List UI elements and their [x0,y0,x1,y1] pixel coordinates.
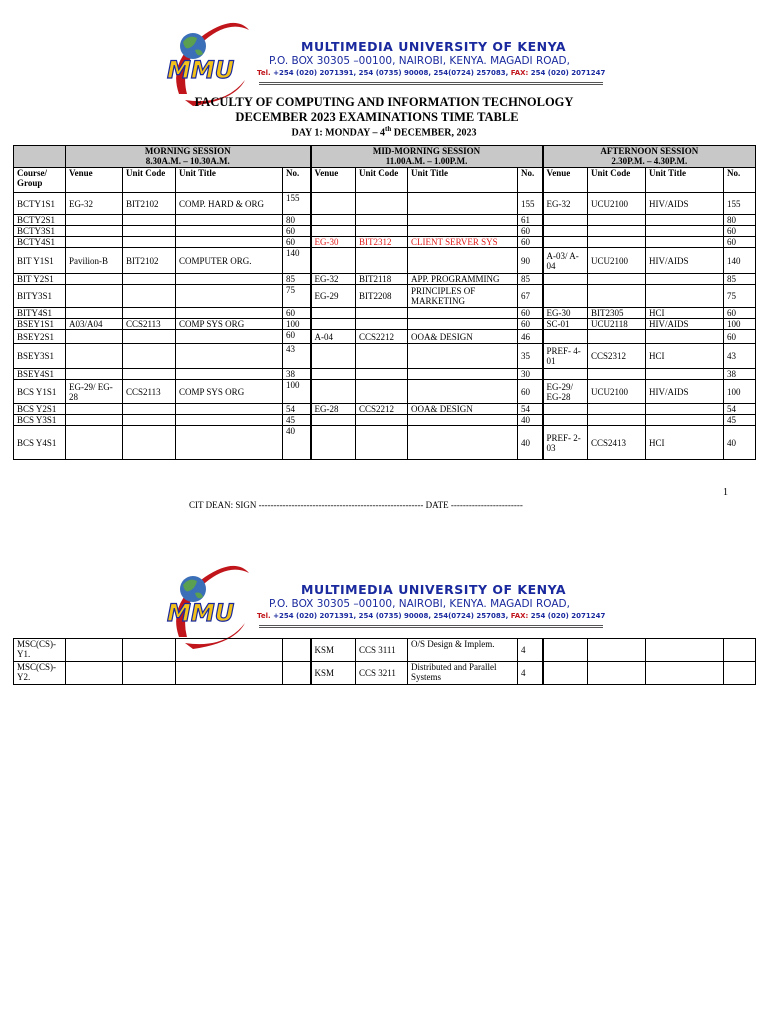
afternoon-count: 43 [724,344,756,369]
column-header-row [14,168,756,193]
mid-count: 30 [518,369,543,380]
morning-count: 60 [283,308,311,319]
afternoon-venue [543,369,588,380]
afternoon-venue: EG-29/ EG-28 [543,380,588,404]
fax-label: FAX: [510,69,531,77]
pg-d-no: 4 [518,639,543,662]
afternoon-unit-title: HIV/AIDS [646,380,724,404]
mid-venue: EG-30 [311,237,356,248]
course-cell: BSEY3S1 [14,344,66,369]
mid-unit-code [356,319,408,330]
col-m-no: No. [283,168,311,193]
mid-unit-title: PRINCIPLES OF MARKETING [408,285,518,308]
table-row [14,404,756,415]
morning-venue [66,369,123,380]
afternoon-unit-code [588,215,646,226]
col-d-no: No. [518,168,543,193]
mid-count: 85 [518,274,543,285]
morning-unit-title [176,274,283,285]
mid-unit-code [356,308,408,319]
morning-unit-title [176,426,283,460]
col-d-title: Unit Title [408,168,518,193]
table-row [14,662,756,685]
afternoon-venue: EG-32 [543,193,588,215]
mid-unit-title [408,215,518,226]
table-row [14,226,756,237]
mid-venue: EG-29 [311,285,356,308]
mid-count: 60 [518,308,543,319]
empty-cell [283,662,311,685]
morning-count: 80 [283,215,311,226]
morning-unit-code [123,369,176,380]
morning-unit-title [176,215,283,226]
col-a-no: No. [724,168,756,193]
morning-unit-code [123,226,176,237]
table-row [14,415,756,426]
morning-count: 75 [283,285,311,308]
mid-count: 60 [518,226,543,237]
postgrad-body [14,639,756,685]
course-cell: BIT Y1S1 [14,248,66,274]
table-row [14,215,756,226]
afternoon-unit-title [646,215,724,226]
morning-unit-title: COMP SYS ORG [176,380,283,404]
mid-unit-title [408,193,518,215]
mid-venue: EG-28 [311,404,356,415]
afternoon-unit-code: UCU2100 [588,380,646,404]
afternoon-unit-code [588,404,646,415]
exam-timetable [13,145,756,460]
afternoon-count: 75 [724,285,756,308]
afternoon-count: 155 [724,193,756,215]
morning-unit-code [123,308,176,319]
afternoon-unit-code [588,274,646,285]
university-contacts [257,69,605,77]
pg-d-no: 4 [518,662,543,685]
afternoon-unit-title [646,404,724,415]
morning-unit-title: COMP SYS ORG [176,319,283,330]
mid-morning-session-header: MID-MORNING SESSION 11.00A.M. – 1.00P.M. [311,146,543,168]
morning-unit-code: CCS2113 [123,380,176,404]
course-cell: BSEY2S1 [14,330,66,344]
afternoon-unit-code: CCS2312 [588,344,646,369]
course-cell: BIT Y2S1 [14,274,66,285]
university-name: MULTIMEDIA UNIVERSITY OF KENYA [301,39,567,54]
table-row [14,426,756,460]
mid-venue [311,319,356,330]
afternoon-unit-title [646,285,724,308]
morning-count: 140 [283,248,311,274]
afternoon-unit-code [588,226,646,237]
afternoon-session-header: AFTERNOON SESSION 2.30P.M. – 4.30P.M. [543,146,756,168]
faculty-title: FACULTY OF COMPUTING AND INFORMATION TECHNOLOGY [194,95,574,109]
university-address: P.O. BOX 30305 –00100, NAIROBI, KENYA. MAGADI ROAD, [269,55,570,67]
postgrad-timetable [13,638,756,685]
pg-course: MSC(CS)- Y2. [14,662,66,685]
course-cell: BCTY3S1 [14,226,66,237]
course-cell: BSEY4S1 [14,369,66,380]
mid-venue [311,380,356,404]
morning-unit-code [123,344,176,369]
morning-venue [66,285,123,308]
morning-unit-title [176,237,283,248]
mid-unit-code [356,344,408,369]
mid-venue [311,426,356,460]
afternoon-unit-title: HIV/AIDS [646,248,724,274]
letterhead-rule [259,82,603,85]
logo-text: MMU [167,56,235,84]
mid-unit-title [408,248,518,274]
mid-venue [311,248,356,274]
afternoon-venue: SC-01 [543,319,588,330]
morning-unit-code [123,215,176,226]
morning-venue: EG-29/ EG-28 [66,380,123,404]
mid-unit-code [356,369,408,380]
morning-count: 85 [283,274,311,285]
afternoon-count: 140 [724,248,756,274]
course-cell: BCS Y4S1 [14,426,66,460]
empty-cell [724,662,756,685]
table-row [14,639,756,662]
mid-unit-title [408,319,518,330]
afternoon-venue [543,404,588,415]
letterhead-rule [259,625,603,628]
morning-count: 60 [283,226,311,237]
mid-unit-title [408,426,518,460]
mid-unit-title: CLIENT SERVER SYS [408,237,518,248]
mid-unit-title: OOA& DESIGN [408,404,518,415]
afternoon-unit-code [588,415,646,426]
table-row [14,248,756,274]
afternoon-count: 38 [724,369,756,380]
morning-venue [66,215,123,226]
mid-venue [311,215,356,226]
mid-venue [311,193,356,215]
afternoon-count: 100 [724,380,756,404]
pg-d-code: CCS 3111 [356,639,408,662]
empty-cell [646,662,724,685]
afternoon-venue [543,215,588,226]
pg-d-title: O/S Design & Implem. [408,639,518,662]
empty-cell [176,639,283,662]
empty-cell [123,639,176,662]
col-d-venue: Venue [311,168,356,193]
fax-number: 254 (020) 2071247 [530,69,606,77]
empty-cell [588,639,646,662]
course-cell: BCTY4S1 [14,237,66,248]
mid-count: 40 [518,415,543,426]
morning-venue [66,344,123,369]
afternoon-count: 60 [724,226,756,237]
afternoon-venue [543,415,588,426]
mid-count: 90 [518,248,543,274]
afternoon-unit-code [588,237,646,248]
university-address: P.O. BOX 30305 –00100, NAIROBI, KENYA. MAGADI ROAD, [269,598,570,610]
table-row [14,274,756,285]
mid-unit-code: CCS2212 [356,330,408,344]
mid-unit-code [356,226,408,237]
table-row [14,308,756,319]
timetable-body [14,193,756,460]
afternoon-unit-title: HCI [646,426,724,460]
morning-unit-title [176,285,283,308]
col-m-venue: Venue [66,168,123,193]
morning-unit-title [176,369,283,380]
morning-unit-title [176,308,283,319]
mid-count: 40 [518,426,543,460]
table-row [14,193,756,215]
morning-count: 100 [283,319,311,330]
afternoon-unit-title [646,330,724,344]
mid-unit-title [408,226,518,237]
mid-unit-title: OOA& DESIGN [408,330,518,344]
mid-count: 60 [518,380,543,404]
morning-unit-title [176,226,283,237]
morning-venue [66,415,123,426]
mid-count: 46 [518,330,543,344]
mid-unit-code: BIT2118 [356,274,408,285]
afternoon-unit-title [646,237,724,248]
morning-unit-code [123,330,176,344]
afternoon-venue [543,226,588,237]
col-course: Course/ Group [14,168,66,193]
morning-unit-title: COMPUTER ORG. [176,248,283,274]
logo-text: MMU [167,599,235,627]
afternoon-unit-code: UCU2118 [588,319,646,330]
morning-venue [66,330,123,344]
morning-unit-code: BIT2102 [123,248,176,274]
morning-unit-code [123,415,176,426]
morning-venue [66,226,123,237]
mid-venue [311,344,356,369]
pg-d-venue: KSM [311,639,356,662]
mid-unit-title [408,308,518,319]
exam-day: DAY 1: MONDAY – 4th DECEMBER, 2023 [291,125,477,139]
morning-unit-title [176,404,283,415]
morning-unit-code [123,274,176,285]
empty-cell [543,639,588,662]
morning-count: 45 [283,415,311,426]
course-cell: BCTY1S1 [14,193,66,215]
session-header-row [14,146,756,168]
tel-label: Tel. [257,69,274,77]
morning-unit-code [123,285,176,308]
mid-unit-title [408,369,518,380]
mid-unit-title [408,344,518,369]
afternoon-count: 85 [724,274,756,285]
afternoon-venue [543,237,588,248]
university-name: MULTIMEDIA UNIVERSITY OF KENYA [301,582,567,597]
afternoon-unit-title [646,415,724,426]
mid-unit-title [408,380,518,404]
morning-unit-title: COMP. HARD & ORG [176,193,283,215]
mid-count: 54 [518,404,543,415]
pg-d-venue: KSM [311,662,356,685]
course-cell: BCS Y3S1 [14,415,66,426]
mid-unit-code: BIT2208 [356,285,408,308]
mid-venue [311,308,356,319]
morning-unit-code: CCS2113 [123,319,176,330]
afternoon-count: 80 [724,215,756,226]
mid-unit-title [408,415,518,426]
course-cell: BCS Y2S1 [14,404,66,415]
mid-count: 35 [518,344,543,369]
mid-venue: EG-32 [311,274,356,285]
table-row [14,344,756,369]
empty-cell [724,639,756,662]
empty-cell [543,662,588,685]
afternoon-venue: PREF- 2-03 [543,426,588,460]
afternoon-venue [543,285,588,308]
afternoon-count: 54 [724,404,756,415]
tel-numbers: +254 (020) 2071391, 254 (0735) 90008, 254(0724) 257083, [273,69,511,77]
afternoon-unit-code: BIT2305 [588,308,646,319]
mid-unit-code [356,215,408,226]
morning-unit-code [123,237,176,248]
afternoon-venue: EG-30 [543,308,588,319]
mid-count: 60 [518,237,543,248]
empty-cell [283,639,311,662]
morning-count: 38 [283,369,311,380]
university-contacts: Tel. +254 (020) 2071391, 254 (0735) 90008, 254(0724) 257083, FAX: 254 (020) 2071247 [257,612,606,620]
empty-cell [588,662,646,685]
mid-unit-code [356,415,408,426]
table-row [14,369,756,380]
afternoon-count: 40 [724,426,756,460]
afternoon-count: 60 [724,237,756,248]
mid-unit-code [356,193,408,215]
mid-count: 67 [518,285,543,308]
afternoon-unit-code: UCU2100 [588,248,646,274]
mid-unit-code: CCS2212 [356,404,408,415]
afternoon-unit-code [588,369,646,380]
col-m-code: Unit Code [123,168,176,193]
morning-unit-title [176,330,283,344]
table-row [14,319,756,330]
mid-unit-code [356,380,408,404]
pg-d-code: CCS 3211 [356,662,408,685]
col-a-code: Unit Code [588,168,646,193]
morning-count: 60 [283,330,311,344]
mid-unit-code [356,426,408,460]
empty-cell [66,639,123,662]
afternoon-venue [543,330,588,344]
mid-count: 155 [518,193,543,215]
pg-course: MSC(CS)- Y1. [14,639,66,662]
morning-venue: EG-32 [66,193,123,215]
morning-unit-code: BIT2102 [123,193,176,215]
morning-unit-code [123,426,176,460]
mid-venue: A-04 [311,330,356,344]
morning-count: 100 [283,380,311,404]
empty-cell [646,639,724,662]
timetable-title: DECEMBER 2023 EXAMINATIONS TIME TABLE [235,110,519,124]
morning-count: 60 [283,237,311,248]
morning-count: 43 [283,344,311,369]
mid-count: 60 [518,319,543,330]
course-cell: BCTY2S1 [14,215,66,226]
course-cell: BSEY1S1 [14,319,66,330]
morning-unit-title [176,344,283,369]
mid-unit-code: BIT2312 [356,237,408,248]
empty-cell [123,662,176,685]
col-m-title: Unit Title [176,168,283,193]
morning-venue [66,426,123,460]
mid-venue [311,369,356,380]
afternoon-venue: A-03/ A-04 [543,248,588,274]
table-row [14,237,756,248]
morning-venue [66,274,123,285]
afternoon-count: 100 [724,319,756,330]
morning-venue [66,237,123,248]
table-row [14,380,756,404]
morning-session-header: MORNING SESSION 8.30A.M. – 10.30A.M. [66,146,311,168]
afternoon-venue [543,274,588,285]
mid-venue [311,415,356,426]
col-a-venue: Venue [543,168,588,193]
morning-venue: A03/A04 [66,319,123,330]
afternoon-unit-title [646,274,724,285]
pg-d-title: Distributed and Parallel Systems [408,662,518,685]
morning-venue [66,308,123,319]
afternoon-unit-code [588,330,646,344]
afternoon-unit-title [646,369,724,380]
afternoon-unit-title: HIV/AIDS [646,319,724,330]
empty-cell [66,662,123,685]
table-row [14,285,756,308]
afternoon-venue: PREF- 4-01 [543,344,588,369]
afternoon-count: 60 [724,330,756,344]
afternoon-unit-code: CCS2413 [588,426,646,460]
page-number: 1 [723,487,728,498]
morning-unit-code [123,404,176,415]
morning-count: 54 [283,404,311,415]
course-cell: BITY3S1 [14,285,66,308]
morning-count: 155 [283,193,311,215]
afternoon-unit-code [588,285,646,308]
morning-count: 40 [283,426,311,460]
course-cell: BITY4S1 [14,308,66,319]
mid-count: 61 [518,215,543,226]
afternoon-count: 45 [724,415,756,426]
empty-cell [176,662,283,685]
afternoon-unit-title: HCI [646,344,724,369]
afternoon-unit-title: HIV/AIDS [646,193,724,215]
afternoon-unit-code: UCU2100 [588,193,646,215]
mid-unit-code [356,248,408,274]
mid-unit-title: APP. PROGRAMMING [408,274,518,285]
afternoon-count: 60 [724,308,756,319]
morning-venue [66,404,123,415]
col-a-title: Unit Title [646,168,724,193]
afternoon-unit-title [646,226,724,237]
morning-venue: Pavilion-B [66,248,123,274]
afternoon-unit-title: HCI [646,308,724,319]
morning-unit-title [176,415,283,426]
col-d-code: Unit Code [356,168,408,193]
dean-signature-line: CIT DEAN: SIGN ------------------------------------------------------- DATE ------------------------ [189,500,523,510]
course-cell: BCS Y1S1 [14,380,66,404]
table-row [14,330,756,344]
mid-venue [311,226,356,237]
